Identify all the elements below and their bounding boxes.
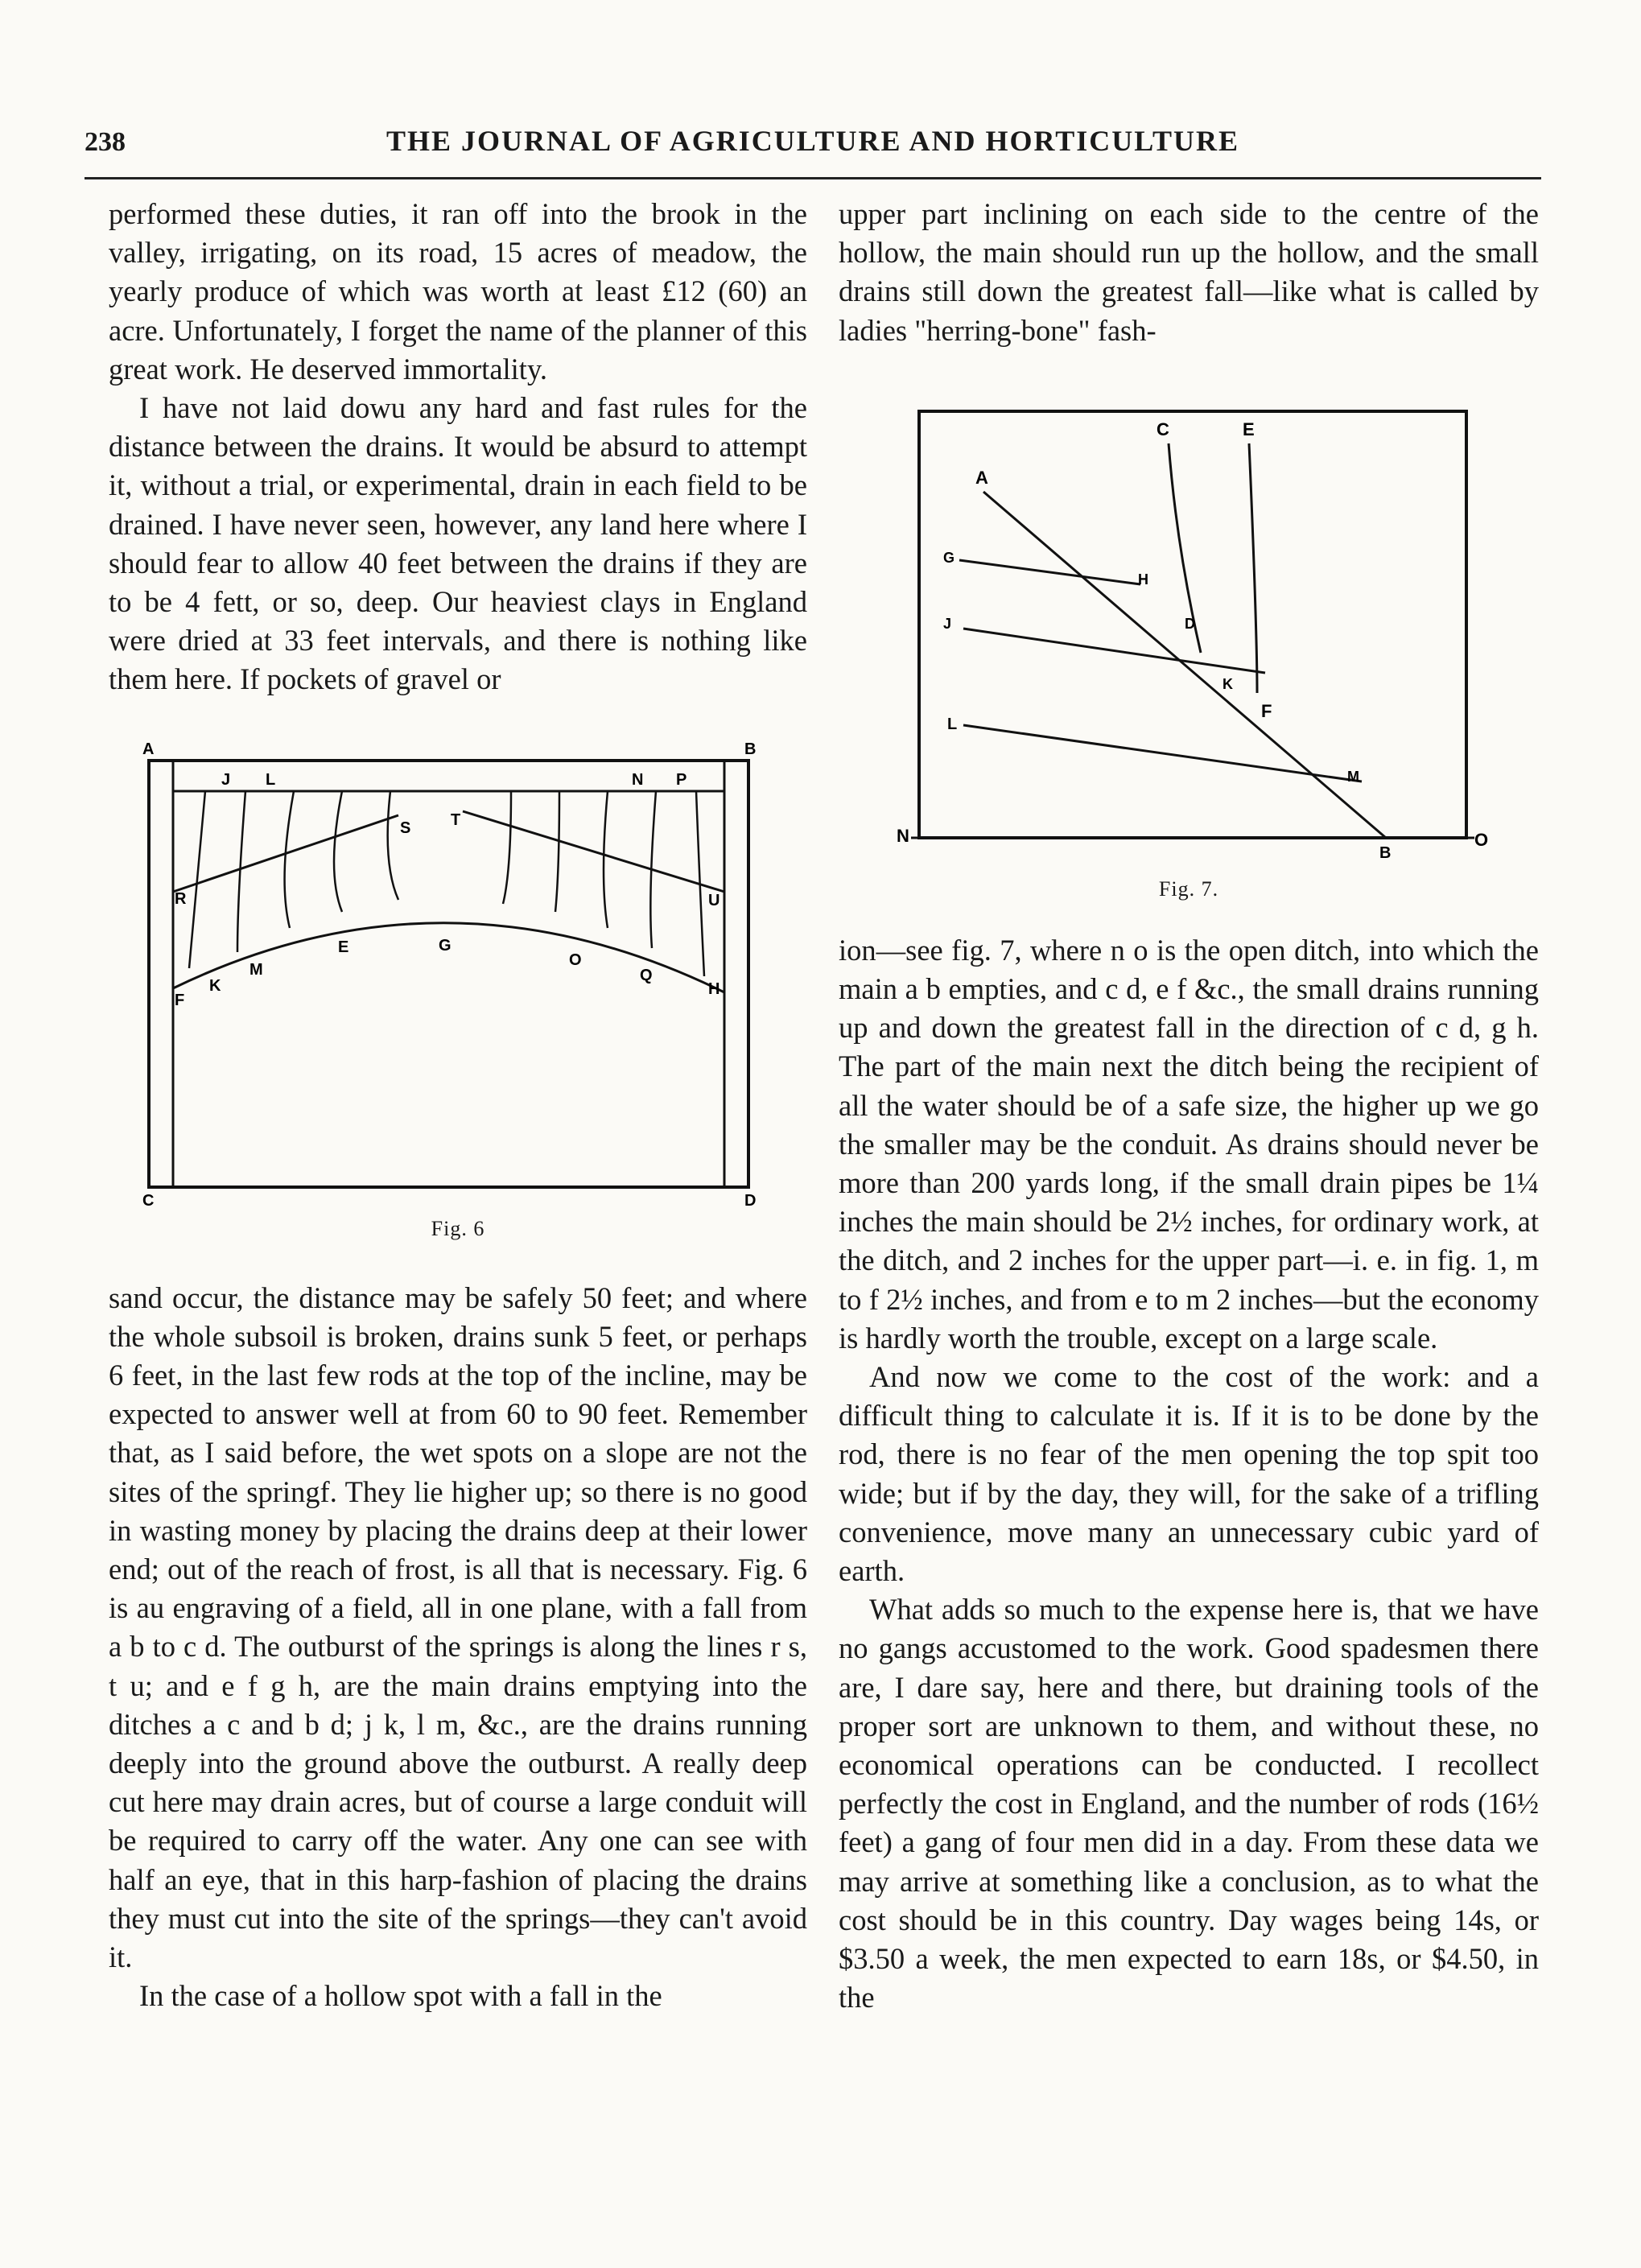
fig6-label-e: E — [338, 938, 349, 956]
page-number: 238 — [85, 127, 126, 157]
fig6-label-r: R — [175, 889, 187, 908]
right-paragraph-4: What adds so much to the expense here is, that we have no gangs accustomed to the work. Good spadesmen there are, I dare say, here and there, but draining tools of the proper sort are unknown to them, and without these, no economical operations can be conducted. I recollect perfectly the cost in England, and the number of rods (16½ feet) a gang of four men did in a day. From these data we may arrive at something like a conclusion, as to what the cost should be in this country. Day wages being 14s, or $3.50 a week, the men expected to earn 18s, or $4.50, in the — [839, 1593, 1539, 2014]
fig6-label-b: B — [744, 740, 757, 758]
right-paragraph-3: And now we come to the cost of the work: and a difficult thing to calculate it is. If it is to be done by the rod, there is no fear of the men opening the top spit too wide; but if by the day, they will, for the sake of a trifling convenience, move many an unnecessary cubic yard of earth. — [839, 1360, 1539, 1588]
fig6-label-t: T — [451, 810, 461, 829]
fig6-label-j: J — [221, 770, 231, 789]
figure-7-caption: Fig. 7. — [1158, 876, 1219, 901]
fig7-label-n: N — [897, 825, 909, 846]
fig7-label-o: O — [1474, 829, 1489, 850]
fig6-label-n: N — [632, 770, 644, 789]
fig7-label-h: H — [1138, 571, 1148, 588]
fig6-label-a: A — [142, 740, 155, 758]
left-paragraph-1: performed these duties, it ran off into the brook in the valley, irrigating, on its road, 15 acres of meadow, the yearly produce of which was worth at least £12 (60) an acre. Unfortunately, I forget the name of the planner of this great work. He deserved immortality. — [109, 197, 807, 386]
running-head: THE JOURNAL OF AGRICULTURE AND HORTICULTURE — [386, 125, 1239, 157]
page-header — [85, 121, 1541, 179]
fig7-label-j: J — [943, 615, 952, 632]
fig6-label-s: S — [400, 819, 411, 837]
left-paragraph-2: I have not laid dowu any hard and fast rules for the distance between the drains. It would be absurd to attempt it, without a trial, or experimental, drain in each field to be drained. I have never seen, however, any land here where I should fear to allow 40 feet between the drains if they are to be 4 fett, or so, deep. Our heaviest clays in England were dried at 33 feet intervals, and there is nothing like them here. If pockets of gravel or — [109, 391, 807, 696]
figure-6-diagram — [109, 735, 807, 1210]
fig6-label-h: H — [708, 979, 720, 998]
left-paragraph-4: In the case of a hollow spot with a fall in the — [139, 1979, 662, 2013]
fig7-label-c: C — [1157, 419, 1169, 439]
fig6-label-g: G — [439, 936, 451, 955]
fig7-label-a: A — [975, 467, 988, 488]
fig6-label-q: Q — [640, 966, 653, 984]
figure-6-caption: Fig. 6 — [431, 1216, 485, 1240]
fig7-label-g: G — [943, 549, 955, 566]
fig6-label-d: D — [744, 1191, 757, 1210]
right-column — [839, 195, 1539, 2018]
right-paragraph-2: ion—see fig. 7, where n o is the open ditch, into which the main a b empties, and c d, e f &c., the small drains running up and down the greatest fall in the direction of c d, g h. The part of the main next the ditch being the recipient of all the water should be of a safe size, the higher up we go the smaller may be the conduit. As drains should never be more than 200 yards long, if the small drain pipes be 1¼ inches the main should be 2½ inches, for ordinary work, at the ditch, and 2 inches for the upper part—i. e. in fig. 1, m to f 2½ inches, and from e to m 2 inches—but the economy is hardly worth the trouble, except on a large scale. — [839, 933, 1539, 1355]
fig6-label-o: O — [569, 950, 582, 969]
fig7-label-d: D — [1185, 615, 1195, 632]
fig6-label-f: F — [175, 991, 185, 1009]
fig7-label-m: M — [1347, 768, 1359, 785]
figure-6 — [109, 735, 807, 1258]
fig6-label-m: M — [249, 960, 263, 979]
left-column — [109, 195, 807, 2016]
fig6-label-c: C — [142, 1191, 155, 1210]
figure-7-diagram — [839, 387, 1539, 870]
fig6-label-u: U — [708, 891, 720, 909]
fig7-label-l: L — [947, 715, 958, 733]
fig7-label-f: F — [1261, 700, 1272, 721]
fig7-label-b: B — [1379, 843, 1392, 862]
fig6-label-l: L — [266, 770, 276, 789]
left-paragraph-3: sand occur, the distance may be safely 50 feet; and where the whole subsoil is broken, drains sunk 5 feet, or perhaps 6 feet, in the last few rods at the top of the incline, may be expected to answer well at from 60 to 90 feet. Remember that, as I said before, the wet spots on a slope are not the sites of the springf. They lie higher up; so there is no good in wasting money by placing the drains deep at their lower end; out of the reach of frost, is all that is necessary. Fig. 6 is au engraving of a field, all in one plane, with a fall from a b to c d. The outburst of the springs is along the lines r s, t u; and e f g h, are the main drains emptying into the ditches a c and b d; j k, l m, &c., are the drains running deeply into the ground above the outburst. A really deep cut here may drain acres, but of course a large conduit will be required to carry off the water. Any one can see with half an eye, that in this harp-fashion of placing the drains they must cut into the site of the springs—they can't avoid it. — [109, 1280, 807, 1974]
fig6-label-k: K — [209, 976, 221, 995]
fig7-label-k: K — [1223, 675, 1233, 692]
right-paragraph-1: upper part inclining on each side to the centre of the hollow, the main should run up the hollow, and the small drains still down the greatest fall—like what is called by ladies "herring-bone" fash- — [839, 197, 1539, 347]
figure-7 — [839, 387, 1539, 910]
fig6-label-p: P — [676, 770, 687, 789]
fig7-label-e: E — [1243, 419, 1255, 439]
